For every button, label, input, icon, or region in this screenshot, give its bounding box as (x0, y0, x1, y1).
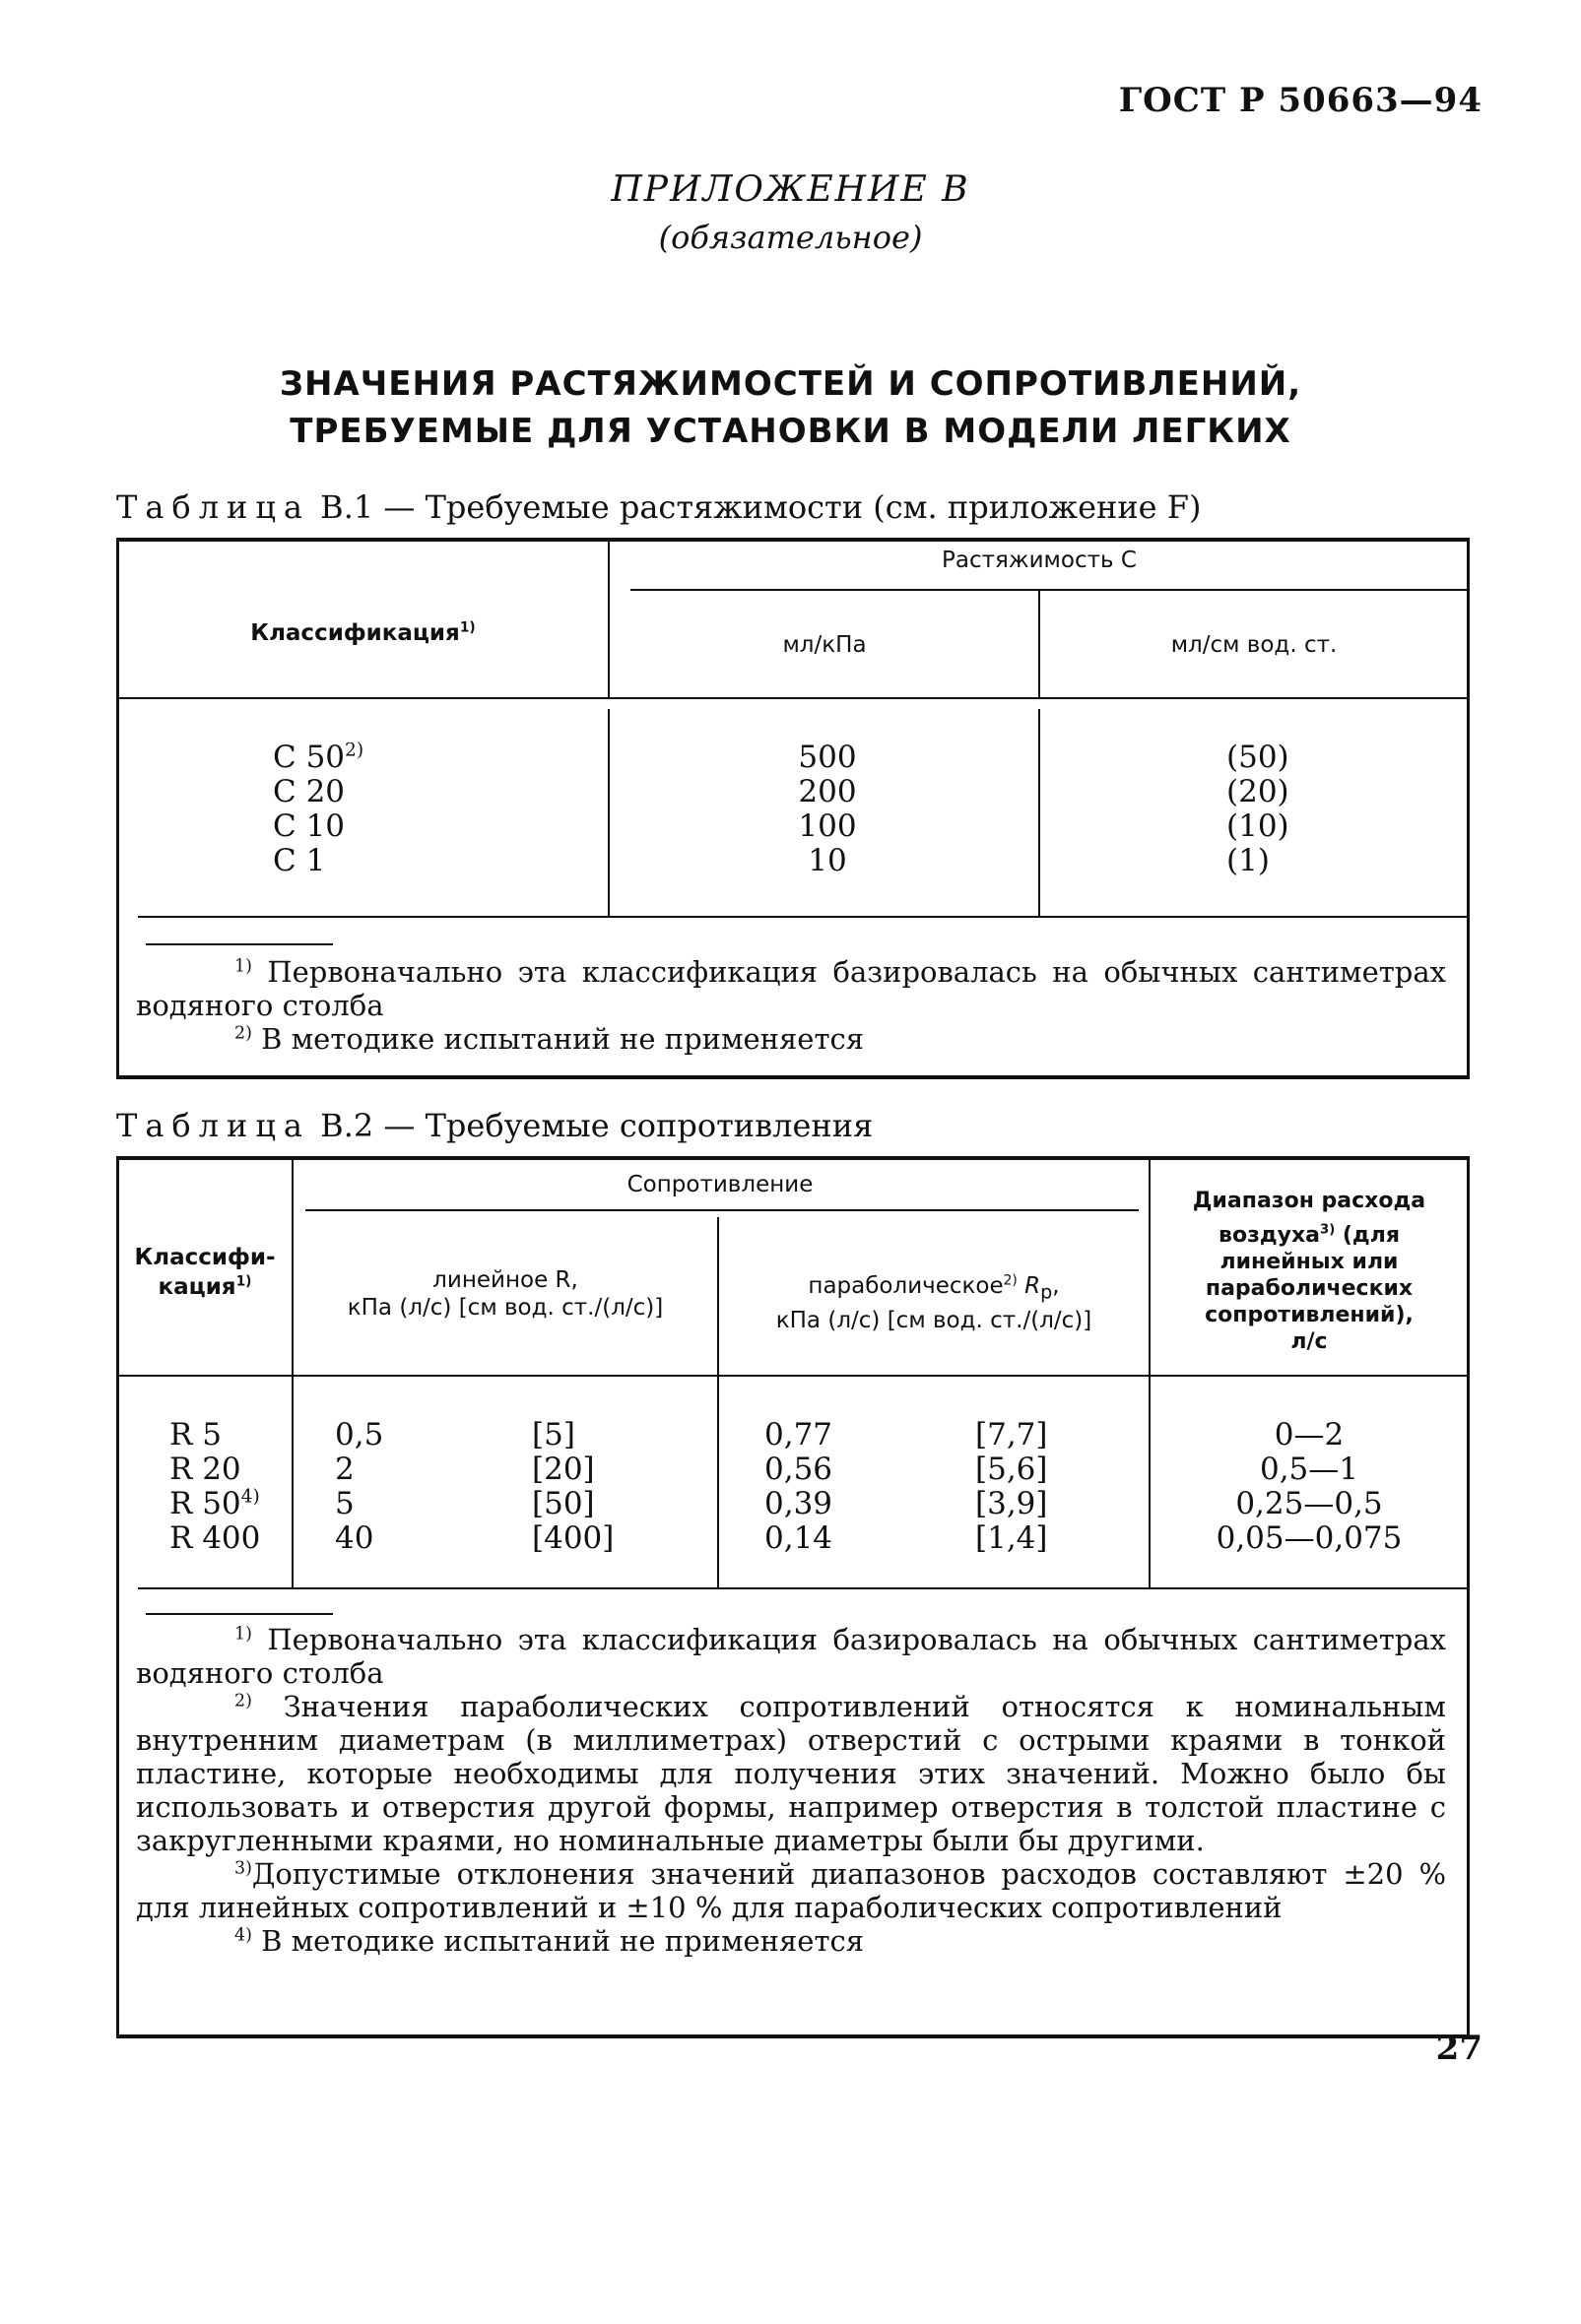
table2-caption-text: В.2 — Требуемые сопротивления (320, 1107, 874, 1144)
footnote: $^{3)}$Допустимые отклонения значений диапазонов расходов составляют ±20 % для линейных сопротивлений и ±10 % для параболических сопротивлений (136, 1857, 1446, 1924)
table-row: R 20 (169, 1452, 241, 1487)
table1-col-classification (273, 741, 363, 878)
table2-group-header: Сопротивление (626, 1172, 814, 1197)
table-row: C 20 (273, 774, 346, 809)
table2-col-linear-cm: [5] [20] [50] [400] (532, 1417, 615, 1556)
table1-left-border (116, 538, 119, 1077)
footnote: $^{2)}$ В методике испытаний не применяется (234, 1022, 865, 1056)
table1-caption-word: Таблица (116, 488, 310, 526)
main-title-line2: ТРЕБУЕМЫЕ ДЛЯ УСТАНОВКИ В МОДЕЛИ ЛЕГКИХ (290, 412, 1291, 451)
table1-col-cm: (50) (20) (10) (1) (1226, 740, 1289, 878)
footnote: $^{1)}$ Первоначально эта классификация базировалась на обычных сантиметрах водяного столба (136, 955, 1446, 1022)
main-title-line1: ЗНАЧЕНИЯ РАСТЯЖИМОСТЕЙ И СОПРОТИВЛЕНИЙ, (279, 364, 1302, 404)
table1-col-kpa: 500 200 100 10 (798, 740, 857, 878)
table2-header-classification: Классифи- кация$^{1)}$ (134, 1245, 276, 1300)
footnote: $^{1)}$ Первоначально эта классификация базировалась на обычных сантиметрах водяного столба (136, 1623, 1446, 1690)
table1-group-header: Растяжимость C (942, 548, 1137, 573)
table1-header-cm: мл/см вод. ст. (1170, 632, 1338, 658)
table1-col-divider-1 (608, 540, 610, 697)
table1-right-border (1467, 538, 1470, 1077)
table2-col-parabolic: 0,77 0,56 0,39 0,14 (764, 1417, 833, 1556)
table2-col-linear: 0,5 2 5 40 (335, 1417, 384, 1556)
table2-caption-word: Таблица (116, 1107, 310, 1144)
table-row: C 1 (273, 843, 326, 878)
table1-notes-rule (146, 943, 333, 945)
table2-top-rule (116, 1156, 1470, 1160)
table-row: C 50$^{2)}$ (273, 740, 364, 775)
table1-caption-text: В.1 — Требуемые растяжимости (см. приложение F) (320, 488, 1202, 526)
document-code: ГОСТ Р 50663—94 (1118, 81, 1482, 120)
table-row: R 50$^{4)}$ (169, 1486, 260, 1521)
table1-top-rule (116, 538, 1470, 542)
main-title (0, 360, 1581, 455)
appendix-title: ПРИЛОЖЕНИЕ В (611, 169, 970, 210)
footnote: $^{2)}$ Значения параболических сопротивлений относятся к номинальным внутренним диаметрам (в миллиметрах) отверстий с острыми краями в тонкой пластине, которые необходимы для получения этих значений. Можно было бы использовать и отверстия другой формы, например отверстия в толстой пластине с закругленными краями, но номинальные диаметры были бы другими. (136, 1690, 1446, 1857)
table1-bottom-rule (116, 1075, 1470, 1079)
table2-col-parabolic-cm: [7,7] [5,6] [3,9] [1,4] (975, 1417, 1048, 1556)
page-number: 27 (1435, 2029, 1482, 2068)
table1-header-rule (118, 697, 1468, 699)
table2-caption (116, 1107, 873, 1144)
table1-footnotes (136, 955, 1446, 1056)
table1-group-rule (630, 589, 1468, 591)
table2-col-classification (169, 1418, 260, 1556)
table1-header-kpa: мл/кПа (782, 632, 867, 658)
table-row: R 400 (169, 1520, 261, 1556)
table2-footnotes (136, 1623, 1446, 1958)
appendix-subtitle: (обязательное) (658, 219, 923, 256)
table1-col-divider-2b (1038, 709, 1040, 916)
table2-body-rule (138, 1587, 1468, 1589)
table2-bottom-rule (116, 2034, 1470, 2038)
table1-header-classification: Классификация$^{1)}$ (250, 619, 476, 646)
table2-col-range: 0—2 0,5—1 0,25—0,5 0,05—0,075 (1216, 1417, 1403, 1556)
table2-header-linear: линейное R, кПа (л/с) [см вод. ст./(л/с)] (347, 1267, 664, 1321)
table1-caption (116, 488, 1201, 526)
table1-col-divider-1b (608, 709, 610, 916)
table2-col-divider-1 (292, 1158, 294, 1587)
table1-body-rule (138, 916, 1468, 918)
table2-header-range: Диапазон расхода воздуха$^{3)}$ (для линейных или параболических сопротивлений), л/с (1192, 1189, 1426, 1354)
table2-header-rule (118, 1375, 1468, 1377)
table2-group-rule (305, 1209, 1139, 1211)
table-row: C 10 (273, 808, 346, 844)
footnote: $^{4)}$ В методике испытаний не применяется (234, 1924, 865, 1958)
table2-notes-rule (146, 1613, 333, 1615)
table-row: R 5 (169, 1417, 222, 1452)
table2-header-parabolic: параболическое$^{2)}$ $R_p$, кПа (л/с) [см вод. ст./(л/с)] (775, 1272, 1092, 1333)
